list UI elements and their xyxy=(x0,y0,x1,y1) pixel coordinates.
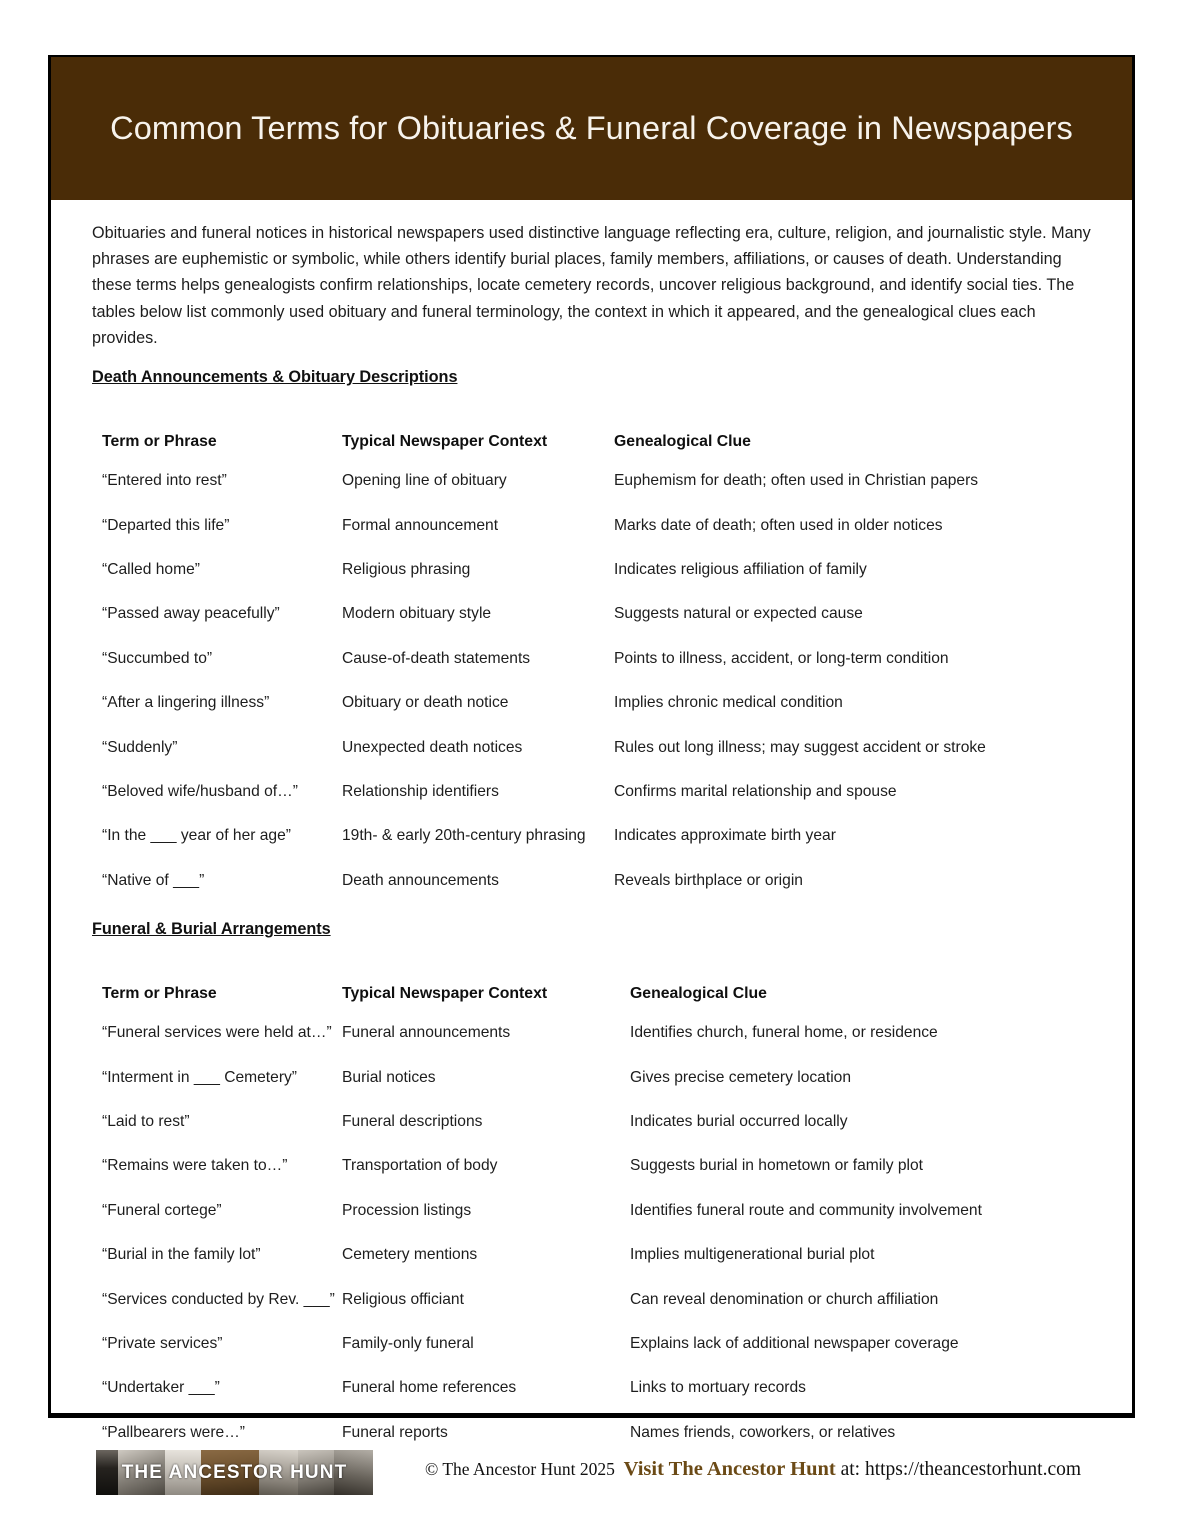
cell-clue: Identifies funeral route and community involvement xyxy=(630,1202,982,1220)
table-row xyxy=(92,1277,1092,1321)
cell-context: Religious phrasing xyxy=(342,561,471,579)
section-heading-death-announcements: Death Announcements & Obituary Descriptions xyxy=(92,368,458,387)
cell-context: Relationship identifiers xyxy=(342,783,499,801)
cell-term: “Departed this life” xyxy=(102,516,230,534)
table-row xyxy=(92,459,1092,503)
cell-term: “Succumbed to” xyxy=(102,649,213,667)
page-footer xyxy=(0,1442,1187,1512)
cell-context: Modern obituary style xyxy=(342,605,492,623)
cell-context: Funeral reports xyxy=(342,1423,448,1441)
cell-clue: Suggests natural or expected cause xyxy=(614,605,863,623)
cell-clue: Names friends, coworkers, or relatives xyxy=(630,1423,896,1441)
header-banner xyxy=(51,55,1132,200)
cell-term: “Undertaker ___” xyxy=(102,1379,220,1397)
logo-wordmark: THE ANCESTOR HUNT xyxy=(121,1461,348,1483)
table-death-announcements xyxy=(92,387,1092,903)
cell-context: Formal announcement xyxy=(342,516,499,534)
table-row xyxy=(92,726,1092,770)
cell-clue: Can reveal denomination or church affiliation xyxy=(630,1290,939,1308)
cell-context: Obituary or death notice xyxy=(342,694,509,712)
cell-term: “Laid to rest” xyxy=(102,1112,190,1130)
table-row xyxy=(92,548,1092,592)
column-header-clue: Genealogical Clue xyxy=(614,432,751,450)
table-row xyxy=(92,1055,1092,1099)
column-header-context: Typical Newspaper Context xyxy=(342,432,548,450)
cell-term: “Burial in the family lot” xyxy=(102,1246,261,1264)
table-row xyxy=(92,1189,1092,1233)
cell-context: 19th- & early 20th-century phrasing xyxy=(342,827,586,845)
cell-clue: Gives precise cemetery location xyxy=(630,1068,852,1086)
cell-term: “Passed away peacefully” xyxy=(102,605,280,623)
cell-term: “Funeral services were held at…” xyxy=(102,1024,332,1042)
cell-term: “Beloved wife/husband of…” xyxy=(102,783,298,801)
table-funeral-burial xyxy=(92,939,1092,1455)
cell-context: Cause-of-death statements xyxy=(342,649,531,667)
footer-visit-link[interactable]: Visit The Ancestor Hunt xyxy=(623,1458,836,1480)
table-row xyxy=(92,1100,1092,1144)
cell-term: “Interment in ___ Cemetery” xyxy=(102,1068,297,1086)
cell-clue: Links to mortuary records xyxy=(630,1379,806,1397)
cell-clue: Indicates approximate birth year xyxy=(614,827,836,845)
cell-context: Opening line of obituary xyxy=(342,472,507,490)
cell-context: Funeral announcements xyxy=(342,1024,511,1042)
cell-clue: Confirms marital relationship and spouse xyxy=(614,783,897,801)
column-header-term: Term or Phrase xyxy=(102,432,217,450)
cell-context: Unexpected death notices xyxy=(342,738,523,756)
column-header-term: Term or Phrase xyxy=(102,984,217,1002)
cell-context: Family-only funeral xyxy=(342,1334,474,1352)
cell-term: “Services conducted by Rev. ___” xyxy=(102,1290,335,1308)
document-body xyxy=(51,200,1132,1441)
cell-clue: Marks date of death; often used in older notices xyxy=(614,516,943,534)
cell-clue: Indicates burial occurred locally xyxy=(630,1112,848,1130)
table-row xyxy=(92,1144,1092,1188)
cell-clue: Explains lack of additional newspaper coverage xyxy=(630,1334,959,1352)
table-row xyxy=(92,1322,1092,1366)
table-row xyxy=(92,504,1092,548)
cell-clue: Indicates religious affiliation of family xyxy=(614,561,867,579)
ancestor-hunt-logo xyxy=(96,1450,373,1495)
cell-clue: Implies multigenerational burial plot xyxy=(630,1246,875,1264)
table-row xyxy=(92,1366,1092,1410)
table-header-row xyxy=(92,939,1092,1011)
cell-context: Death announcements xyxy=(342,871,499,889)
page-title: Common Terms for Obituaries & Funeral Coverage in Newspapers xyxy=(110,110,1073,146)
table-row xyxy=(92,1011,1092,1055)
cell-context: Funeral home references xyxy=(342,1379,517,1397)
cell-context: Burial notices xyxy=(342,1068,436,1086)
intro-paragraph: Obituaries and funeral notices in historical newspapers used distinctive language reflecting era, culture, religion, and journalistic style. Many phrases are euphemistic or symbolic, while others identify burial places, family members, affiliations, or causes of death. Understanding these terms helps genealogists confirm relationships, locate cemetery records, uncover religious background, and identify social ties. The tables below list commonly used obituary and funeral terminology, the context in which it appeared, and the genealogical clues each provides. xyxy=(92,224,1091,347)
table-row xyxy=(92,814,1092,858)
table-header-row xyxy=(92,387,1092,459)
document-page xyxy=(48,55,1135,1441)
cell-clue: Euphemism for death; often used in Christian papers xyxy=(614,472,979,490)
column-header-context: Typical Newspaper Context xyxy=(342,984,548,1002)
table-row xyxy=(92,859,1092,903)
table-row xyxy=(92,592,1092,636)
table-row xyxy=(92,770,1092,814)
footer-copyright: © The Ancestor Hunt 2025 xyxy=(425,1459,615,1479)
cell-term: “Called home” xyxy=(102,561,200,579)
cell-clue: Reveals birthplace or origin xyxy=(614,871,803,889)
cell-term: “In the ___ year of her age” xyxy=(102,827,291,845)
footer-credit xyxy=(425,1458,1081,1481)
cell-term: “Suddenly” xyxy=(102,738,178,756)
cell-term: “Funeral cortege” xyxy=(102,1201,222,1219)
table-row xyxy=(92,681,1092,725)
column-header-clue: Genealogical Clue xyxy=(630,984,767,1002)
cell-term: “Entered into rest” xyxy=(102,472,227,490)
table-row xyxy=(92,1233,1092,1277)
section-heading-funeral-burial: Funeral & Burial Arrangements xyxy=(92,920,331,939)
cell-context: Transportation of body xyxy=(342,1157,498,1175)
cell-term: “Native of ___” xyxy=(102,871,205,889)
cell-clue: Rules out long illness; may suggest accident or stroke xyxy=(614,738,986,756)
cell-term: “Private services” xyxy=(102,1334,223,1352)
cell-context: Religious officiant xyxy=(342,1290,464,1308)
cell-term: “Remains were taken to…” xyxy=(102,1157,288,1175)
cell-clue: Implies chronic medical condition xyxy=(614,694,843,712)
cell-clue: Identifies church, funeral home, or residence xyxy=(630,1024,938,1042)
cell-term: “Pallbearers were…” xyxy=(102,1423,245,1441)
footer-url[interactable]: at: https://theancestorhunt.com xyxy=(835,1459,1082,1480)
cell-context: Funeral descriptions xyxy=(342,1112,483,1130)
cell-clue: Points to illness, accident, or long-term condition xyxy=(614,649,949,667)
table-row xyxy=(92,637,1092,681)
cell-context: Cemetery mentions xyxy=(342,1246,478,1264)
cell-context: Procession listings xyxy=(342,1201,472,1219)
cell-term: “After a lingering illness” xyxy=(102,694,270,712)
cell-clue: Suggests burial in hometown or family plot xyxy=(630,1157,923,1175)
